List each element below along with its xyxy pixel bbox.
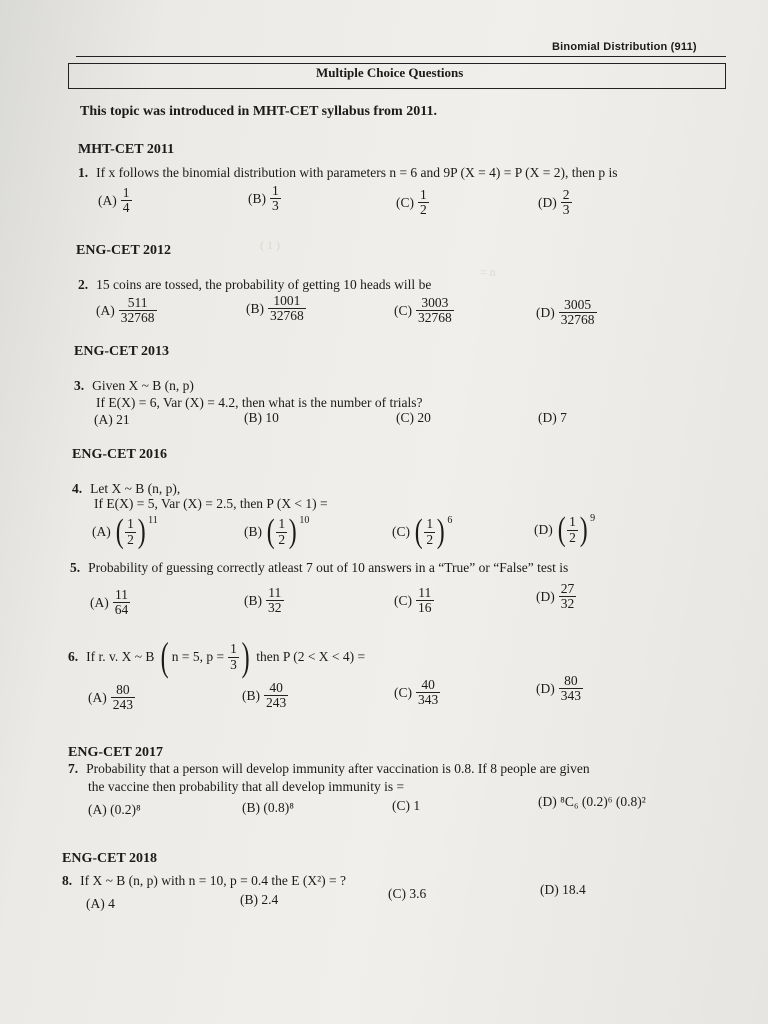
option-d: (D) ( $\frac{1}{2}$ ) $^9$ <box>534 511 596 548</box>
section-heading: ENG-CET 2017 <box>68 745 164 760</box>
option-a: (A) (0.2)⁸ <box>88 802 141 817</box>
option-c: (C) 20 <box>396 410 431 425</box>
option-a: (A) $\frac{1}{4}$ <box>98 185 130 216</box>
option-b: (B) $\frac{1}{3}$ <box>248 183 279 214</box>
option-c: (C) ( $\frac{1}{2}$ ) $^6$ <box>392 513 453 550</box>
textbook-page: ( 1 ) = n Binomial Distribution (911) Multiple Choice Questions This topic was introduced in MHT-CET syllabus from 2011. MHT-CET 2011 1. If x follows the binomial distribution with parameters n = 6 and 9P (X = 4) = P (X = 2), then p is (A) $\frac{1}{4}$ (B) $\frac{1}{3}$ (C) $\frac{1}{2}$ (D) $\frac{2}{3}$ ENG-CET 2012 2. 15 coins are tossed, the probability of getting 10 heads will be (A) $\frac{511}{32768}$ (B) $\frac{1001}{32768}$ (C) $\frac{3003}{32768}$ (D) $\frac{3005}{32768}$ ENG-CET 2013 3. Given X ~ B (n, p) If E(X) = 6, Var (X) = 4.2, then what is the number of trials? (A) 21 (B) 10 (C) 20 (D) 7 ENG-CET 2016 4. Let X ~ B (n, p), If E(X) = 5, Var (X) = 2.5, then P (X < 1) = (A) ( $\frac{1}{2}$ ) $^{11}$ (B) ( $\frac{1}{2}$ ) $^{10}$ (C) ( $\frac{1}{2}$ ) $^6$ (D) ( $\frac{1}{2}$ ) $^9$ 5. Probability of guessing correctly atleast 7 out of 10 answers in a “True” or “False” test is (A) $\frac{11}{64}$ (B) $\frac{11}{32}$ (C) $\frac{11}{16}$ (D) $\frac{27}{32}$ 6. If r. v. X ~ B ( n = 5, p = $\frac{1}{3}$ ) then P (2 < X < 4) = (A) $\frac{80}{243}$ (B) $\frac{40}{243}$ (C) $\frac{40}{343}$ (D) $\frac{80}{343}$ ENG-CET 2017 7. Probability that a person will develop immunity after vaccination is 0.8. If 8 people are given the vaccine then probability that all develop immunity is = (A) (0.2)⁸ (B) (0.8)⁸ (C) 1 (D) ⁸C₆ (0.2)⁶ (0.8)² ENG-CET 2018 8. If X ~ B (n, p) with n = 10, p = 0.4 the E (X²) = ? (A) 4 (B) 2.4 (C) 3.6 (D) 18.4 <box>0 0 768 1024</box>
intro-text: This topic was introduced in MHT-CET syllabus from 2011. <box>80 104 437 119</box>
option-c: (C) $\frac{3003}{32768}$ <box>394 295 452 326</box>
option-c: (C) $\frac{1}{2}$ <box>396 187 427 218</box>
option-b: (B) 2.4 <box>240 892 279 907</box>
question-2: 2. 15 coins are tossed, the probability of getting 10 heads will be <box>78 277 432 292</box>
option-d: (D) ⁸C₆ (0.2)⁶ (0.8)² <box>538 794 646 809</box>
option-d: (D) $\frac{3005}{32768}$ <box>536 297 595 328</box>
option-b: (B) ( $\frac{1}{2}$ ) $^{10}$ <box>244 513 310 550</box>
option-b: (B) $\frac{11}{32}$ <box>244 585 282 616</box>
option-a: (A) $\frac{80}{243}$ <box>88 682 133 713</box>
option-b: (B) 10 <box>244 410 279 425</box>
option-d: (D) $\frac{27}{32}$ <box>536 581 575 612</box>
option-d: (D) 18.4 <box>540 882 586 897</box>
option-c: (C) $\frac{40}{343}$ <box>394 677 439 708</box>
section-heading: ENG-CET 2013 <box>74 344 170 359</box>
option-a: (A) ( $\frac{1}{2}$ ) $^{11}$ <box>92 513 158 550</box>
question-8: 8. If X ~ B (n, p) with n = 10, p = 0.4 the E (X²) = ? <box>62 873 347 888</box>
box-title: Multiple Choice Questions <box>316 65 464 80</box>
question-3-line2: If E(X) = 6, Var (X) = 4.2, then what is the number of trials? <box>96 395 423 410</box>
running-head: Binomial Distribution (911) <box>552 41 697 53</box>
question-5: 5. Probability of guessing correctly atleast 7 out of 10 answers in a “True” or “False” test is <box>70 560 569 575</box>
option-a: (A) $\frac{11}{64}$ <box>90 587 129 618</box>
option-d: (D) 7 <box>538 410 567 425</box>
option-b: (B) $\frac{1001}{32768}$ <box>246 293 304 324</box>
section-heading: ENG-CET 2018 <box>62 851 158 866</box>
option-d: (D) $\frac{2}{3}$ <box>538 187 570 218</box>
option-a: (A) 4 <box>86 896 115 911</box>
section-heading: ENG-CET 2012 <box>76 243 172 258</box>
option-b: (B) (0.8)⁸ <box>242 800 294 815</box>
question-3: 3. Given X ~ B (n, p) <box>74 378 194 393</box>
option-b: (B) $\frac{40}{243}$ <box>242 680 287 711</box>
option-c: (C) 3.6 <box>388 886 427 901</box>
question-1: 1. If x follows the binomial distribution with parameters n = 6 and 9P (X = 4) = P (X = 2), then p is <box>78 165 618 180</box>
option-c: (C) 1 <box>392 798 421 813</box>
rule-line <box>76 56 726 57</box>
section-heading: MHT-CET 2011 <box>78 142 175 157</box>
option-d: (D) $\frac{80}{343}$ <box>536 673 581 704</box>
question-4: 4. Let X ~ B (n, p), <box>72 481 181 496</box>
question-7: 7. Probability that a person will develop immunity after vaccination is 0.8. If 8 people are given <box>68 761 590 776</box>
option-a: (A) 21 <box>94 412 130 427</box>
question-7-line2: the vaccine then probability that all develop immunity is = <box>88 779 405 794</box>
section-heading: ENG-CET 2016 <box>72 447 168 462</box>
option-c: (C) $\frac{11}{16}$ <box>394 585 432 616</box>
question-4-line2: If E(X) = 5, Var (X) = 2.5, then P (X < 1) = <box>94 496 328 511</box>
question-6: 6. If r. v. X ~ B ( n = 5, p = $\frac{1}{3}$ ) then P (2 < X < 4) = <box>68 634 366 679</box>
option-a: (A) $\frac{511}{32768}$ <box>96 295 155 326</box>
